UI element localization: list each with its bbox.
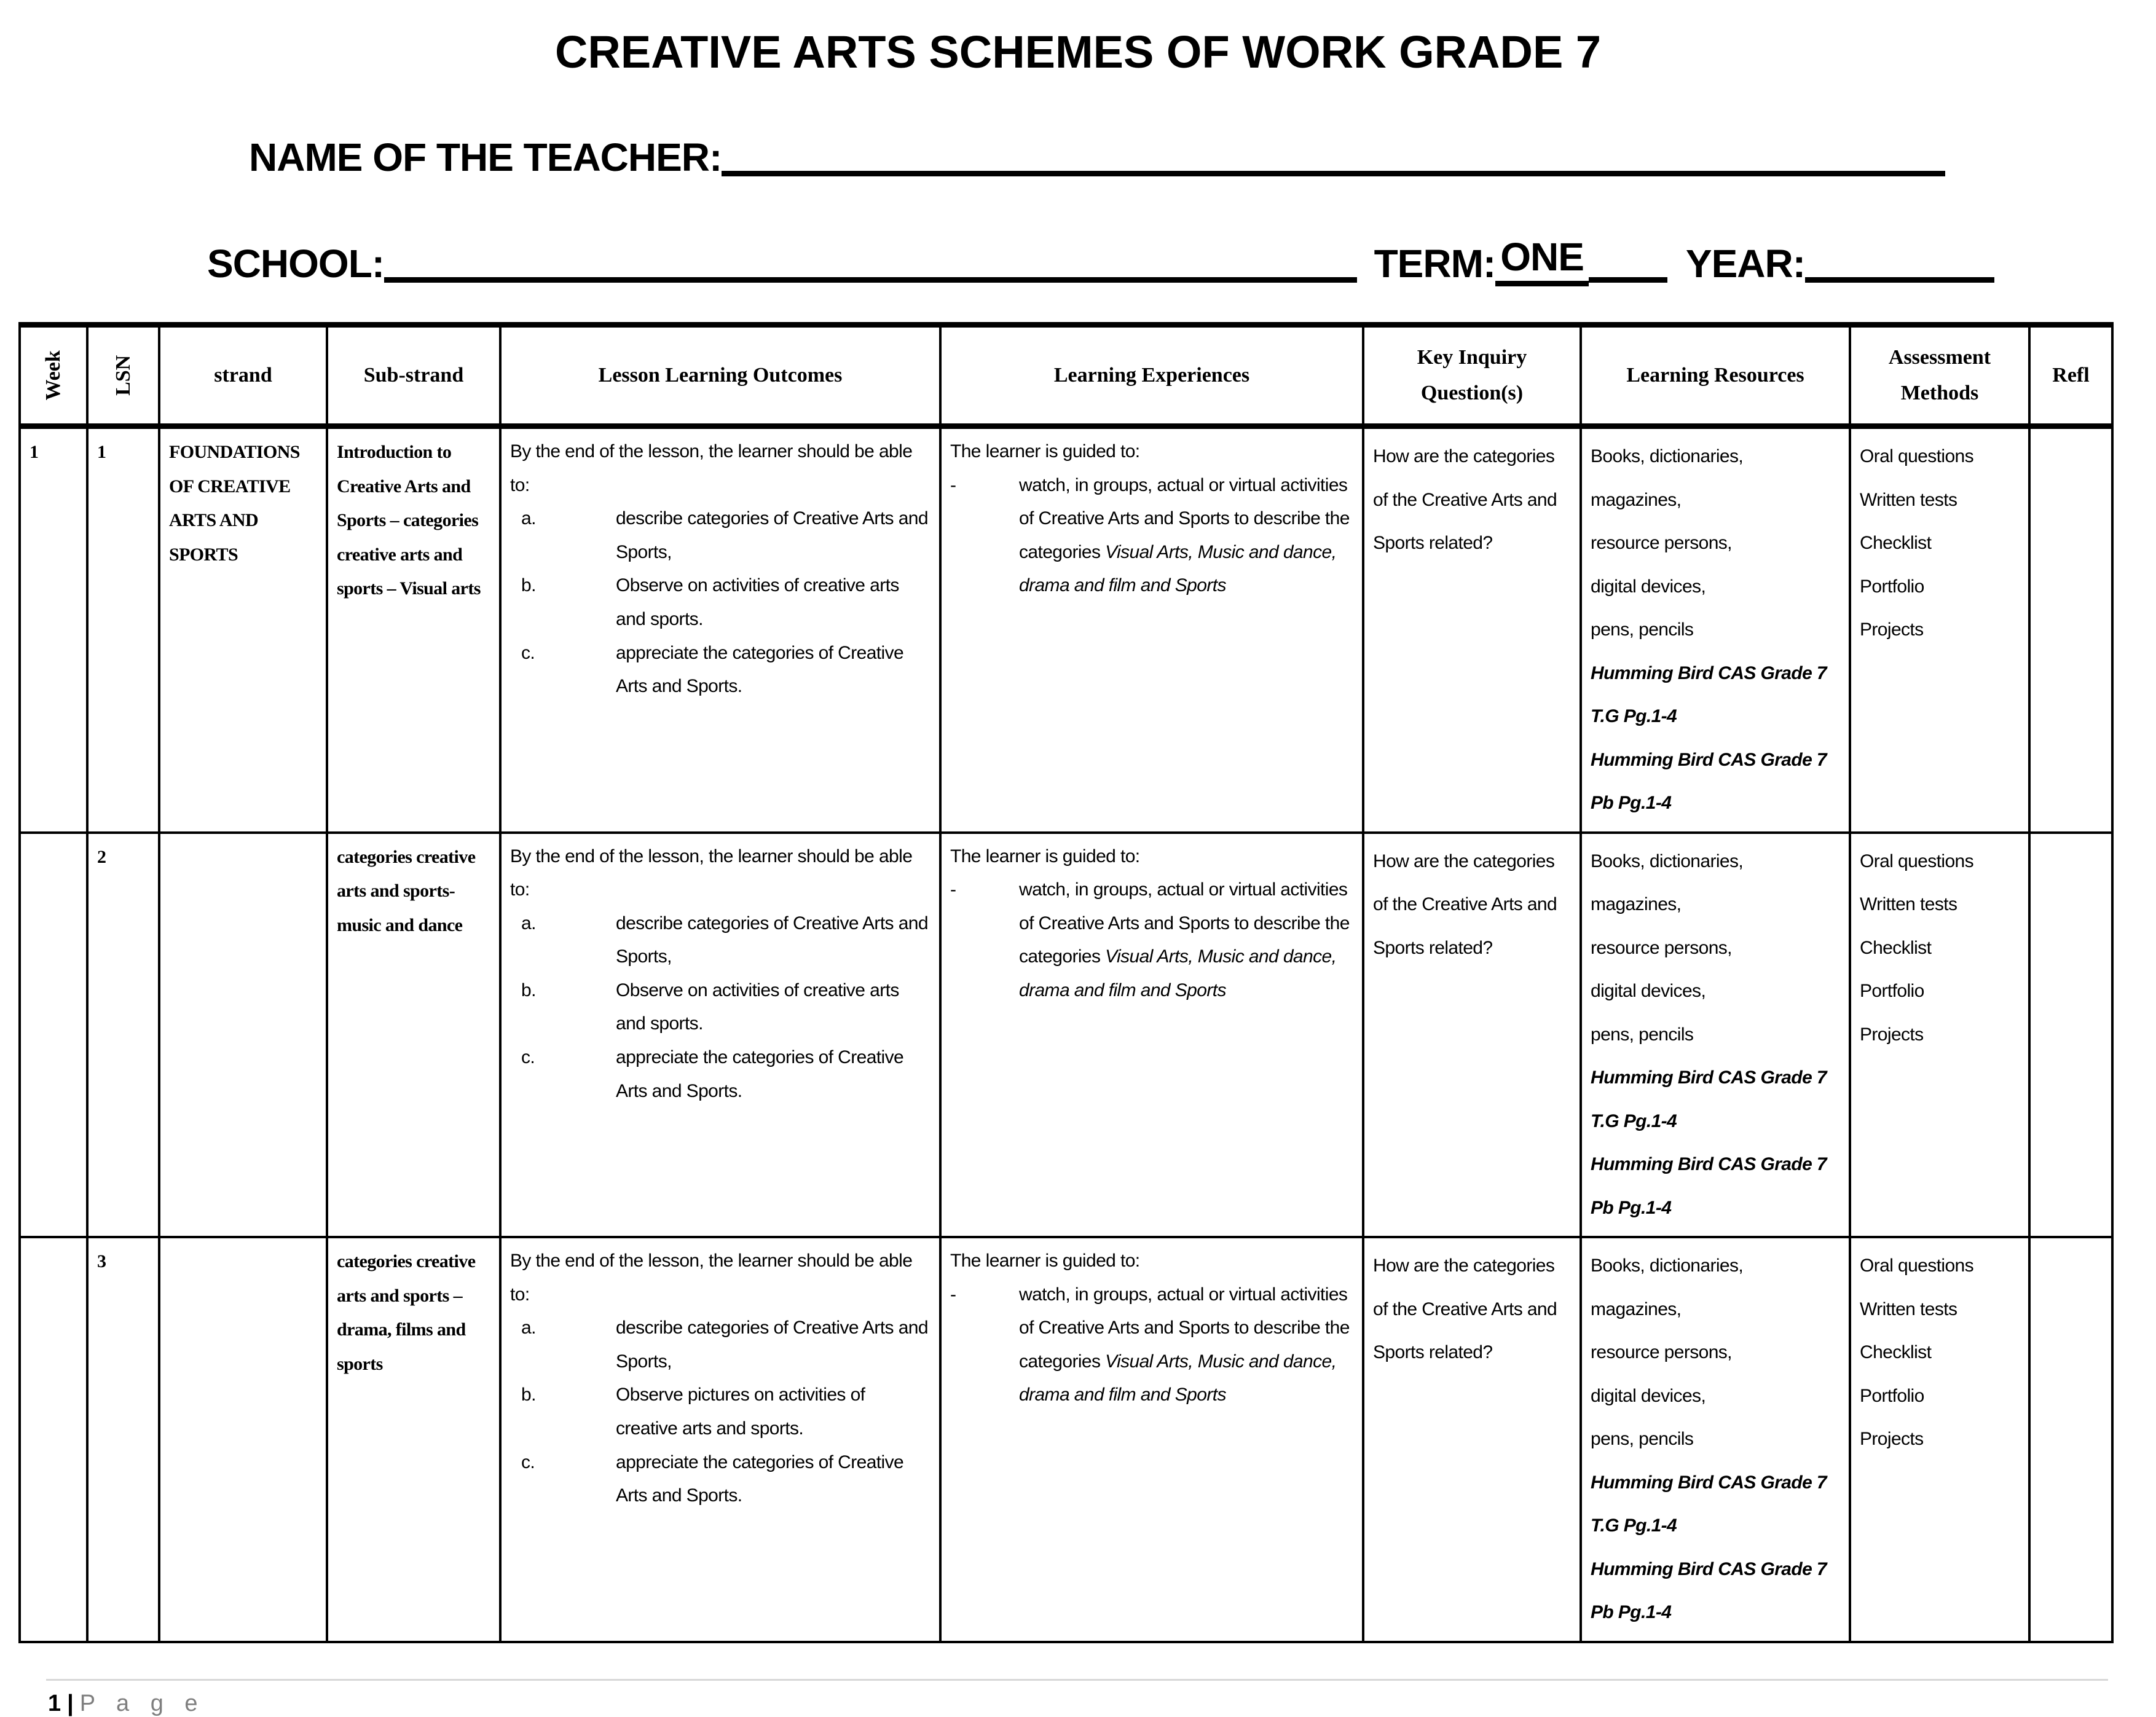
year-blank <box>1805 277 1994 283</box>
cell-refl <box>2029 1237 2112 1642</box>
footer-page-number: 1 <box>48 1690 61 1716</box>
school-label: SCHOOL: <box>207 242 385 286</box>
experience-item <box>950 1278 1353 1412</box>
experience-marker: - <box>950 879 956 900</box>
outcome-text: appreciate the categories of Creative Arts and Sports. <box>616 642 904 697</box>
cell-lsn: 1 <box>87 426 159 833</box>
experience-text: watch, in groups, actual or virtual activities of Creative Arts and Sports to describe the categories Visual Arts, Music and dance, drama and film and Sports <box>1019 1284 1350 1405</box>
outcome-text: Observe on activities of creative arts and sports. <box>616 980 899 1034</box>
header-lsn: LSN <box>87 325 159 426</box>
experiences-intro: The learner is guided to: <box>950 1251 1140 1271</box>
outcome-item <box>510 1311 930 1378</box>
cell-refl <box>2029 426 2112 833</box>
term-blank <box>1589 277 1667 283</box>
outcome-text: describe categories of Creative Arts and Sports, <box>616 1318 928 1372</box>
outcome-text: Observe on activities of creative arts and sports. <box>616 575 899 629</box>
resource-line: Books, dictionaries, <box>1591 851 1744 871</box>
assessment-line: Written tests <box>1860 1299 1957 1319</box>
outcome-marker: c. <box>521 1047 535 1068</box>
assessment-line: Checklist <box>1860 1342 1932 1362</box>
outcome-marker: c. <box>521 1452 535 1472</box>
cell-key-inquiry: How are the categories of the Creative Arts and Sports related? <box>1363 426 1581 833</box>
cell-lsn: 2 <box>87 833 159 1238</box>
teacher-name-blank <box>722 171 1945 176</box>
cell-learning-resources <box>1581 1237 1850 1642</box>
outcome-text: appreciate the categories of Creative Arts and Sports. <box>616 1452 904 1506</box>
header-week: Week <box>20 325 87 426</box>
cell-week <box>20 833 87 1238</box>
cell-week <box>20 1237 87 1642</box>
resource-book: Humming Bird CAS Grade 7 Pb Pg.1-4 <box>1591 749 1827 813</box>
experience-italic-text: Visual Arts, Music and dance, drama and film and Sports <box>1019 946 1337 1000</box>
outcome-text: describe categories of Creative Arts and Sports, <box>616 913 928 967</box>
experiences-intro: The learner is guided to: <box>950 846 1140 866</box>
resource-line: pens, pencils <box>1591 619 1694 640</box>
outcome-item <box>510 637 930 704</box>
experiences-intro: The learner is guided to: <box>950 441 1140 462</box>
assessment-line: Projects <box>1860 1024 1924 1045</box>
outcome-text: describe categories of Creative Arts and Sports, <box>616 508 928 562</box>
table-row <box>20 833 2112 1238</box>
table-body <box>20 426 2112 1642</box>
school-blank <box>384 277 1356 283</box>
cell-learning-experiences <box>940 426 1363 833</box>
header-key-inquiry: Key Inquiry Question(s) <box>1363 325 1581 426</box>
cell-lsn: 3 <box>87 1237 159 1642</box>
cell-substrand: Introduction to Creative Arts and Sports – categories creative arts and sports – Visual arts <box>327 426 500 833</box>
table-header-row <box>20 325 2112 426</box>
resource-book: Humming Bird CAS Grade 7 Pb Pg.1-4 <box>1591 1154 1827 1218</box>
footer-page-word: P a g e <box>79 1690 205 1716</box>
scheme-of-work-table <box>18 322 2114 1643</box>
resource-line: Books, dictionaries, <box>1591 446 1744 466</box>
school-term-year-row <box>207 234 1994 286</box>
resource-line: magazines, <box>1591 894 1682 914</box>
resource-line: Books, dictionaries, <box>1591 1255 1744 1276</box>
outcome-text: Observe pictures on activities of creative arts and sports. <box>616 1385 865 1439</box>
header-experiences: Learning Experiences <box>940 325 1363 426</box>
teacher-label: NAME OF THE TEACHER: <box>249 135 722 179</box>
outcome-item <box>510 1378 930 1445</box>
cell-strand: FOUNDATIONS OF CREATIVE ARTS AND SPORTS <box>159 426 327 833</box>
assessment-line: Portfolio <box>1860 1385 1924 1406</box>
outcome-marker: a. <box>521 913 536 933</box>
header-substrand: Sub-strand <box>327 325 500 426</box>
cell-strand <box>159 1237 327 1642</box>
experience-italic-text: Visual Arts, Music and dance, drama and film and Sports <box>1019 541 1337 596</box>
assessment-line: Projects <box>1860 1429 1924 1449</box>
cell-key-inquiry: How are the categories of the Creative Arts and Sports related? <box>1363 1237 1581 1642</box>
cell-lesson-outcomes <box>500 426 940 833</box>
term-value: ONE <box>1495 234 1589 286</box>
term-label: TERM: <box>1374 242 1496 286</box>
resource-line: digital devices, <box>1591 981 1706 1001</box>
outcome-item <box>510 974 930 1041</box>
assessment-line: Written tests <box>1860 894 1957 914</box>
cell-key-inquiry: How are the categories of the Creative Arts and Sports related? <box>1363 833 1581 1238</box>
assessment-line: Checklist <box>1860 937 1932 958</box>
footer-separator: | <box>67 1690 74 1716</box>
assessment-line: Oral questions <box>1860 1255 1974 1276</box>
outcome-item <box>510 907 930 974</box>
outcomes-intro: By the end of the lesson, the learner should be able to: <box>510 441 913 495</box>
resource-line: pens, pencils <box>1591 1429 1694 1449</box>
cell-learning-experiences <box>940 1237 1363 1642</box>
table-row <box>20 426 2112 833</box>
footer-divider <box>46 1679 2108 1681</box>
table-row <box>20 1237 2112 1642</box>
header-assessment: Assessment Methods <box>1850 325 2029 426</box>
assessment-line: Projects <box>1860 619 1924 640</box>
header-refl: Refl <box>2029 325 2112 426</box>
cell-substrand: categories creative arts and sports – drama, films and sports <box>327 1237 500 1642</box>
cell-learning-experiences <box>940 833 1363 1238</box>
outcome-marker: b. <box>521 575 536 596</box>
cell-learning-resources <box>1581 426 1850 833</box>
experience-marker: - <box>950 1284 956 1305</box>
cell-assessment-methods <box>1850 1237 2029 1642</box>
cell-assessment-methods <box>1850 426 2029 833</box>
cell-learning-resources <box>1581 833 1850 1238</box>
outcome-marker: b. <box>521 1385 536 1405</box>
cell-lesson-outcomes <box>500 1237 940 1642</box>
experience-text: watch, in groups, actual or virtual activities of Creative Arts and Sports to describe the categories Visual Arts, Music and dance, drama and film and Sports <box>1019 879 1350 1000</box>
resource-book: Humming Bird CAS Grade 7 T.G Pg.1-4 <box>1591 1472 1827 1536</box>
page-title: CREATIVE ARTS SCHEMES OF WORK GRADE 7 <box>554 26 1602 77</box>
resource-line: magazines, <box>1591 1299 1682 1319</box>
assessment-line: Written tests <box>1860 489 1957 510</box>
assessment-line: Portfolio <box>1860 576 1924 597</box>
resource-line: digital devices, <box>1591 1385 1706 1406</box>
outcome-marker: a. <box>521 1318 536 1338</box>
experience-text: watch, in groups, actual or virtual activities of Creative Arts and Sports to describe the categories Visual Arts, Music and dance, drama and film and Sports <box>1019 474 1350 596</box>
header-outcomes: Lesson Learning Outcomes <box>500 325 940 426</box>
outcome-item <box>510 1041 930 1108</box>
experience-item <box>950 873 1353 1007</box>
resource-line: magazines, <box>1591 489 1682 510</box>
year-label: YEAR: <box>1685 242 1805 286</box>
teacher-name-row <box>249 135 1945 180</box>
cell-substrand: categories creative arts and sports- music and dance <box>327 833 500 1238</box>
header-strand: strand <box>159 325 327 426</box>
experience-italic-text: Visual Arts, Music and dance, drama and film and Sports <box>1019 1351 1337 1405</box>
outcome-marker: b. <box>521 980 536 1000</box>
assessment-line: Portfolio <box>1860 981 1924 1001</box>
outcome-text: appreciate the categories of Creative Arts and Sports. <box>616 1047 904 1101</box>
assessment-line: Oral questions <box>1860 446 1974 466</box>
page-footer <box>48 1691 2156 1717</box>
resource-line: pens, pencils <box>1591 1024 1694 1045</box>
outcome-item <box>510 569 930 636</box>
cell-lesson-outcomes <box>500 833 940 1238</box>
outcome-marker: a. <box>521 508 536 529</box>
resource-book: Humming Bird CAS Grade 7 T.G Pg.1-4 <box>1591 1067 1827 1131</box>
cell-week: 1 <box>20 426 87 833</box>
resource-line: resource persons, <box>1591 937 1732 958</box>
outcomes-intro: By the end of the lesson, the learner should be able to: <box>510 1251 913 1305</box>
cell-strand <box>159 833 327 1238</box>
header-resources: Learning Resources <box>1581 325 1850 426</box>
cell-assessment-methods <box>1850 833 2029 1238</box>
cell-refl <box>2029 833 2112 1238</box>
outcome-marker: c. <box>521 642 535 663</box>
assessment-line: Checklist <box>1860 533 1932 553</box>
resource-line: resource persons, <box>1591 1342 1732 1362</box>
experience-item <box>950 469 1353 603</box>
outcome-item <box>510 1446 930 1513</box>
experience-marker: - <box>950 474 956 495</box>
outcomes-intro: By the end of the lesson, the learner should be able to: <box>510 846 913 900</box>
resource-line: resource persons, <box>1591 533 1732 553</box>
assessment-line: Oral questions <box>1860 851 1974 871</box>
resource-line: digital devices, <box>1591 576 1706 597</box>
outcome-item <box>510 502 930 569</box>
resource-book: Humming Bird CAS Grade 7 T.G Pg.1-4 <box>1591 662 1827 726</box>
resource-book: Humming Bird CAS Grade 7 Pb Pg.1-4 <box>1591 1558 1827 1622</box>
